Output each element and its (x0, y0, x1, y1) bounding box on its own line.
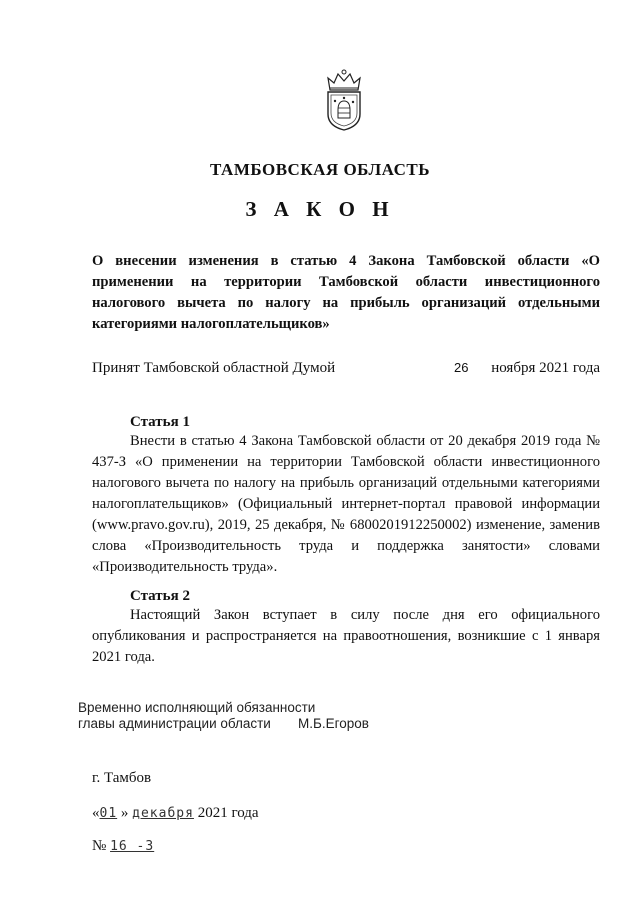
adoption-day: 26 (454, 360, 469, 375)
article-1-heading: Статья 1 (130, 414, 190, 430)
city: г. Тамбов (92, 770, 152, 786)
date-day: 01 (99, 806, 118, 821)
signing-date (92, 805, 259, 822)
date-open-quote: « (92, 805, 100, 821)
law-title: О внесении изменения в статью 4 Закона Тамбовской области «О применении на территории Тамбовской области инвестиционного налогового вычета по налогу на прибыль организаций отдельными категориями налогоплательщиков» (92, 253, 600, 332)
document-type-heading: З А К О Н (245, 197, 395, 221)
tambov-coat-of-arms-icon (322, 68, 366, 132)
region-heading: ТАМБОВСКАЯ ОБЛАСТЬ (210, 160, 430, 179)
article-2-heading: Статья 2 (130, 588, 190, 604)
date-month: декабря (132, 806, 194, 821)
signatory-position-line2: главы администрации области (78, 716, 271, 731)
signatory-position-line1: Временно исполняющий обязанности (78, 700, 316, 715)
date-close-quote: » (120, 805, 129, 821)
number-value: 16 -З (110, 839, 155, 854)
signature-block (78, 700, 369, 732)
article-2-text: Настоящий Закон вступает в силу после дня его официального опубликования и распространяется на правоотношения, возникшие с 1 января 2021 года. (92, 607, 600, 665)
number-label: № (92, 838, 107, 854)
adoption-month-year: ноября 2021 года (491, 360, 600, 376)
signatory-name: М.Б.Егоров (298, 716, 369, 731)
adopted-by: Принят Тамбовской областной Думой (92, 360, 336, 376)
date-year: 2021 года (197, 805, 259, 821)
article-1-text: Внести в статью 4 Закона Тамбовской области от 20 декабря 2019 года № 437-З «О применении на территории Тамбовской области инвестиционного налогового вычета по налогу на прибыль организаций отдельными категориями налогоплательщиков» (Официальный интернет-портал правовой информации (www.pravo.gov.ru), 2019, 25 декабря, № 6800201912250002) изменение, заменив слова «Производительность труда и поддержка занятости» словами «Производительность труда». (92, 433, 600, 575)
law-number (92, 838, 154, 855)
